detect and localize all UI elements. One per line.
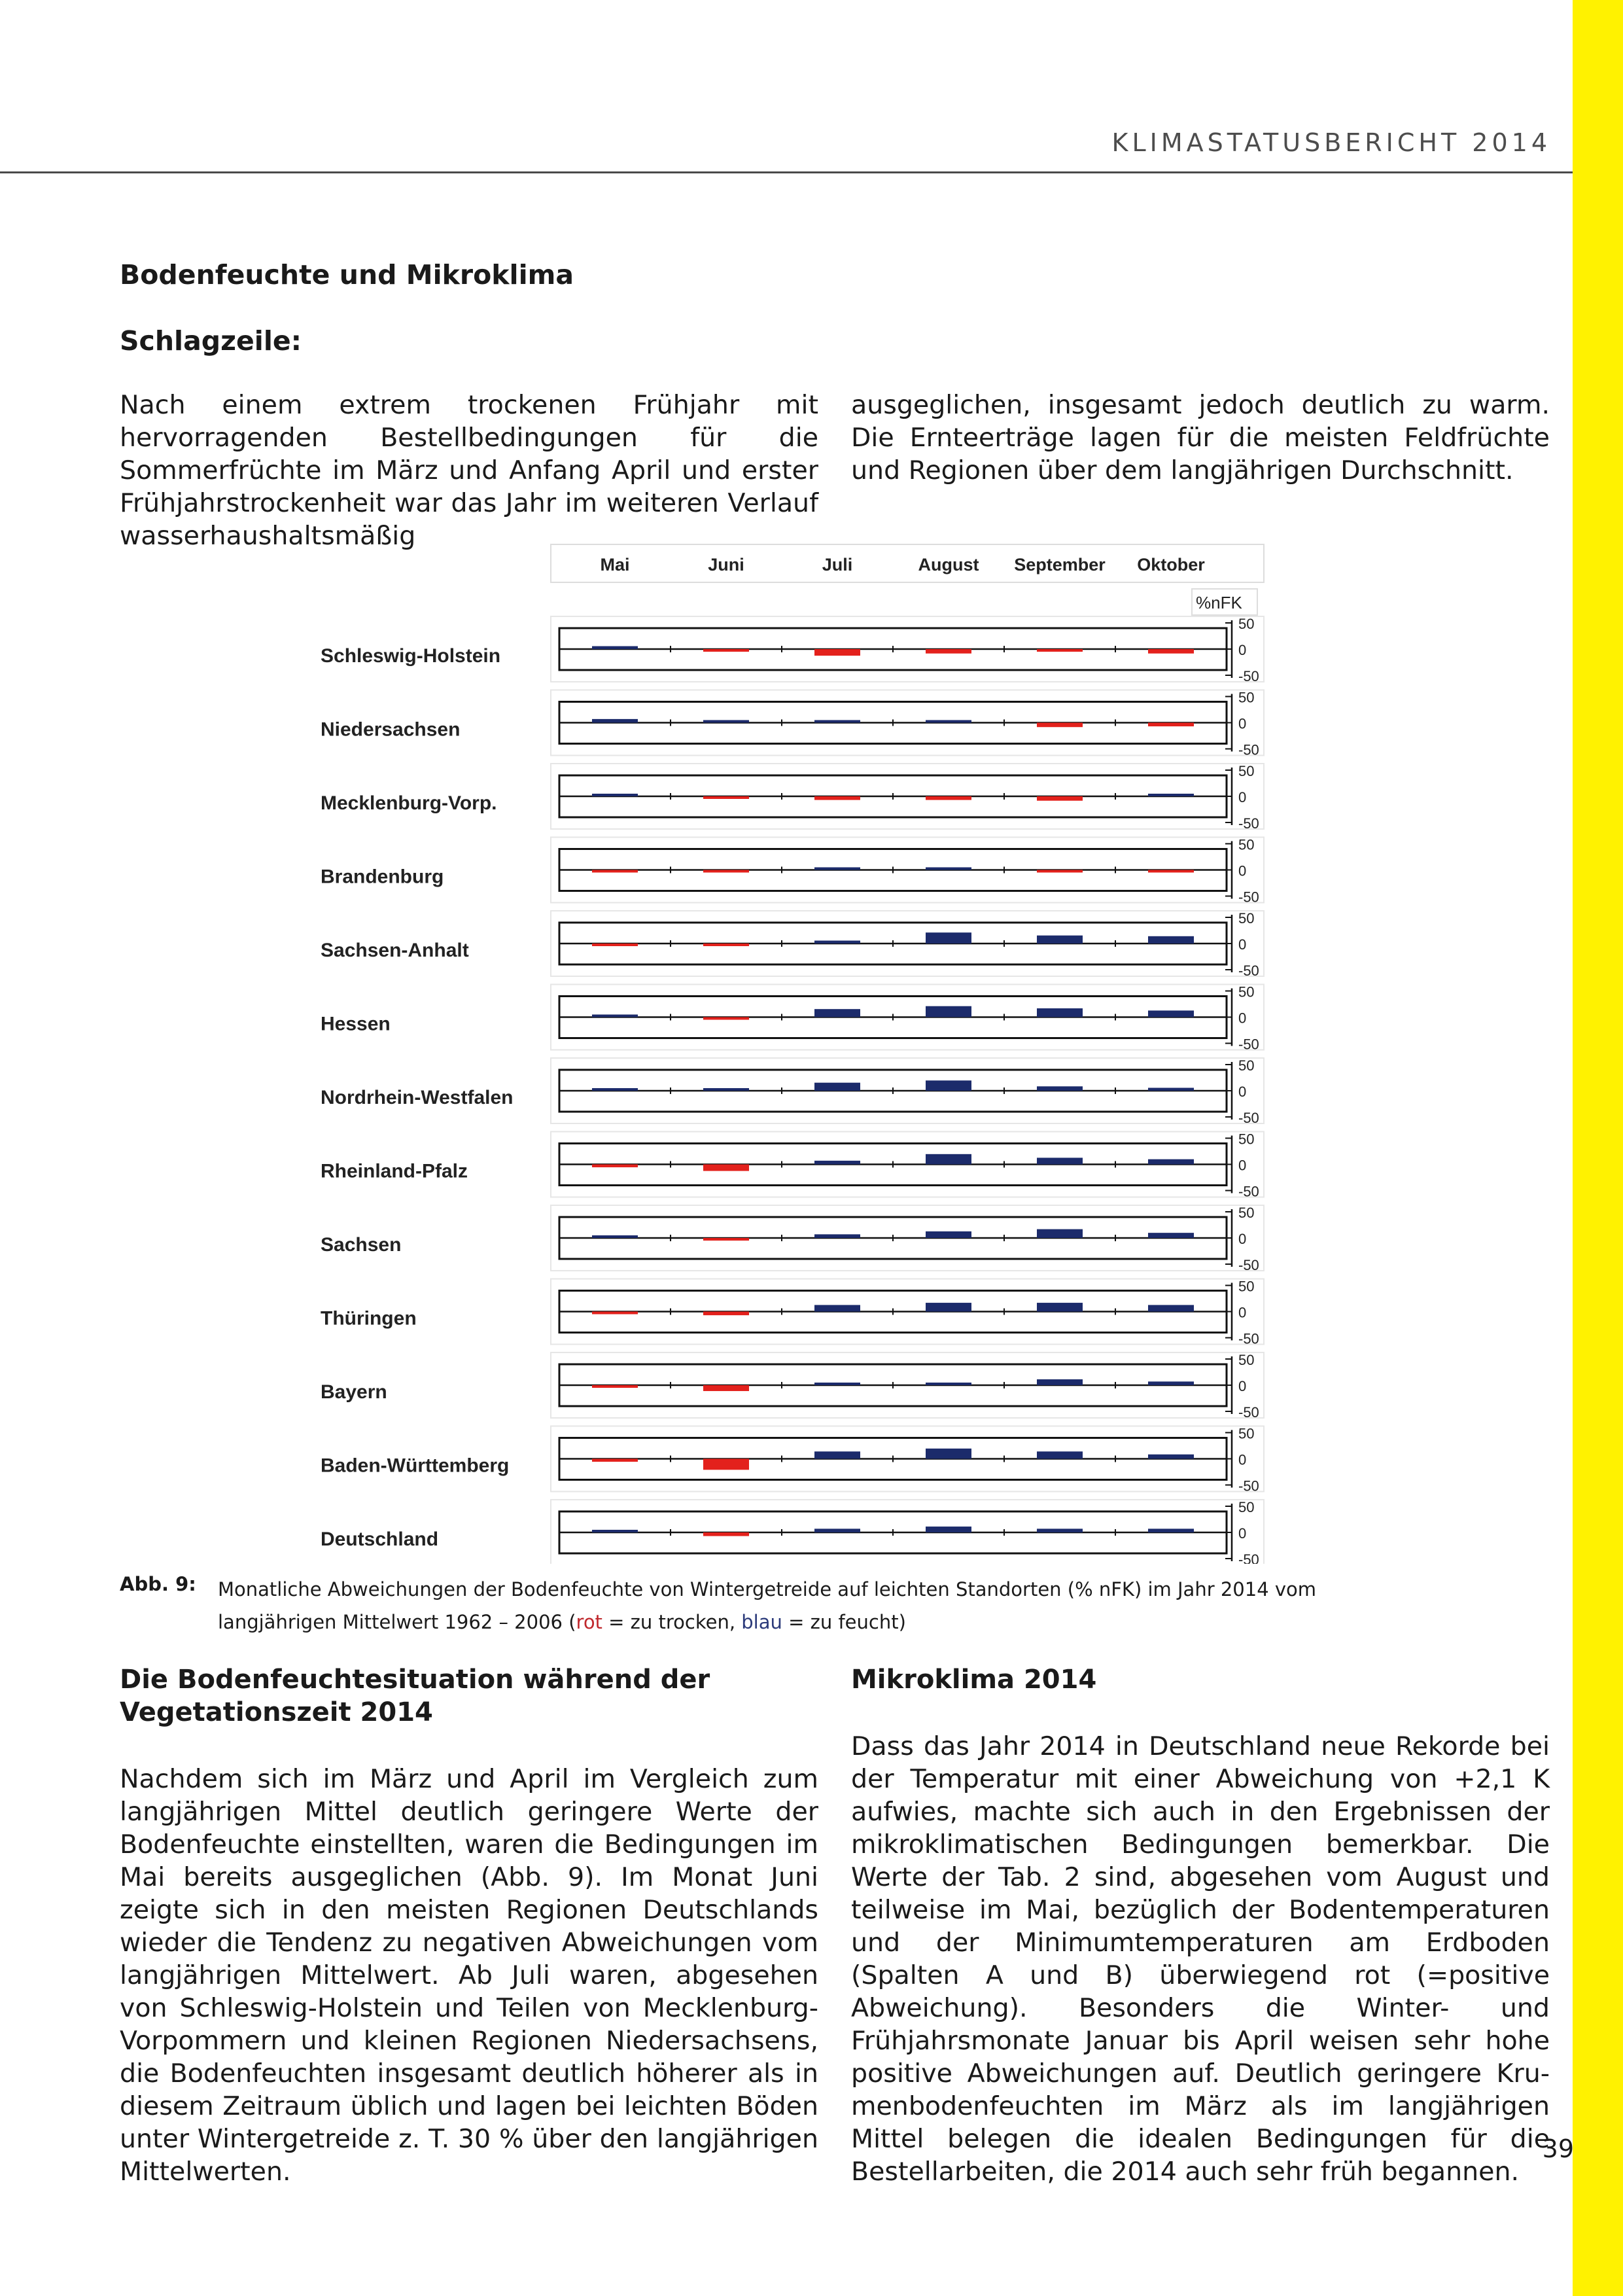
- bar: [926, 796, 971, 800]
- article-title: Bodenfeuchte und Mikroklima: [120, 259, 574, 291]
- section-title-microclimate: Mikroklima 2014: [851, 1665, 1097, 1695]
- month-label: Juni: [708, 555, 744, 574]
- y-tick-label: -50: [1238, 1404, 1259, 1421]
- y-tick-label: -50: [1238, 1036, 1259, 1053]
- bar: [926, 1303, 971, 1311]
- chart-row: [321, 690, 1264, 758]
- bar: [926, 932, 971, 944]
- caption-prefix: Monatliche Abweichungen der Bodenfeuchte von Wintergetreide auf leichten Standorten (% nFK) im Jahr 2014 vom langjährigen Mittelwert 1962 – 2006 (: [218, 1578, 1317, 1633]
- chart-row: [321, 984, 1264, 1053]
- bar: [926, 1527, 971, 1532]
- region-label: Nordrhein-Westfalen: [321, 1087, 514, 1108]
- y-tick-label: 0: [1238, 1451, 1247, 1468]
- bar: [1148, 794, 1194, 796]
- bar: [592, 1530, 638, 1532]
- y-tick-label: 0: [1238, 1304, 1247, 1321]
- region-label: Mecklenburg-Vorp.: [321, 792, 497, 814]
- chart-rows: [321, 616, 1264, 1564]
- bar: [1037, 1086, 1083, 1091]
- y-tick-label: -50: [1238, 1330, 1259, 1347]
- y-tick-label: -50: [1238, 1257, 1259, 1273]
- figure-caption: [218, 1573, 1395, 1638]
- bar: [814, 868, 860, 870]
- bar: [1037, 1303, 1083, 1311]
- y-tick-label: 0: [1238, 789, 1247, 805]
- bar: [1148, 1010, 1194, 1017]
- bar: [592, 1088, 638, 1091]
- bar: [1037, 649, 1083, 652]
- y-tick-label: -50: [1238, 741, 1259, 758]
- y-tick-label: 0: [1238, 1231, 1247, 1247]
- bar: [703, 1165, 749, 1171]
- bar: [926, 1383, 971, 1385]
- y-tick-label: 50: [1238, 983, 1255, 1000]
- bar: [592, 1312, 638, 1315]
- bar: [1148, 870, 1194, 873]
- unit-label: %nFK: [1196, 593, 1242, 612]
- figure-label: Abb. 9:: [120, 1573, 196, 1595]
- bar: [592, 870, 638, 873]
- bar: [592, 646, 638, 649]
- bar: [1148, 936, 1194, 944]
- chart-row: [321, 1057, 1264, 1126]
- y-tick-label: 0: [1238, 1010, 1247, 1027]
- section-title-soil-moisture: Die Bodenfeuchtesituation während der Vegetationszeit 2014: [120, 1665, 710, 1727]
- bar: [814, 720, 860, 723]
- y-tick-label: 50: [1238, 1425, 1255, 1442]
- bar: [1037, 1379, 1083, 1385]
- chart-row: [321, 910, 1264, 979]
- bar: [703, 1532, 749, 1536]
- bar: [1037, 1157, 1083, 1164]
- soil-moisture-chart: [307, 537, 1276, 1564]
- bar: [703, 944, 749, 946]
- region-label: Brandenburg: [321, 866, 444, 888]
- soil-moisture-body: Nachdem sich im März und April im Vergleich zum langjährigen Mittel deutlich geringere Werte der Bodenfeuchte einstellten, waren die Bedingungen im Mai bereits ausgeglichen (Abb. 9). Im Monat Juni zeigte sich in den meisten Regionen Deutschlands wieder die Tendenz zu negativen Abweichungen vom langjährigen Mittelwert. Ab Juli waren, abgesehen von Schleswig-Holstein und Teilen von Mecklenburg-Vorpommern und kleinen Regionen Niedersachsens, die Bodenfeuchten insgesamt deutlich höherer als in diesem Zeitraum üblich und lagen bei leichten Böden unter Wintergetreide z. T. 30 % über den langjährigen Mittelwerten.: [120, 1764, 818, 2187]
- bar: [814, 1383, 860, 1385]
- bar: [1037, 1451, 1083, 1458]
- bar: [926, 1231, 971, 1238]
- y-tick-label: 50: [1238, 1352, 1255, 1368]
- region-label: Niedersachsen: [321, 718, 461, 741]
- bar: [703, 1238, 749, 1241]
- bar: [1037, 723, 1083, 728]
- bar: [592, 1165, 638, 1167]
- month-label: September: [1014, 555, 1106, 574]
- bar: [814, 796, 860, 800]
- bar: [814, 1161, 860, 1165]
- bar: [1148, 1455, 1194, 1459]
- bar: [926, 868, 971, 870]
- lead-paragraph-right: ausgeglichen, insgesamt jedoch deutlich zu warm. Die Ernteerträge lagen für die meisten Feldfrüchte und Regionen über dem langjährigen Durchschnitt.: [851, 390, 1550, 486]
- bar: [1037, 796, 1083, 801]
- bar: [703, 1312, 749, 1316]
- region-label: Sachsen-Anhalt: [321, 940, 469, 961]
- y-tick-label: -50: [1238, 1477, 1259, 1494]
- y-tick-label: 50: [1238, 910, 1255, 927]
- caption-red-word: rot: [576, 1611, 602, 1633]
- month-label: Mai: [600, 555, 630, 574]
- chart-row: [321, 1499, 1264, 1564]
- y-tick-label: 50: [1238, 689, 1255, 706]
- bar: [1148, 1088, 1194, 1091]
- y-tick-label: 50: [1238, 1499, 1255, 1515]
- bar: [1148, 649, 1194, 654]
- bar: [703, 796, 749, 799]
- y-tick-label: 50: [1238, 616, 1255, 632]
- bar: [814, 649, 860, 656]
- y-tick-label: -50: [1238, 889, 1259, 906]
- y-tick-label: -50: [1238, 963, 1259, 979]
- bar: [703, 870, 749, 873]
- bar: [926, 1080, 971, 1091]
- bar: [1148, 1528, 1194, 1532]
- y-tick-label: 0: [1238, 715, 1247, 732]
- chart-row: [321, 763, 1264, 832]
- bar: [703, 649, 749, 652]
- y-tick-label: 0: [1238, 1084, 1247, 1100]
- bar: [926, 649, 971, 654]
- chart-row: [321, 1426, 1264, 1494]
- yellow-edge-bar: [1573, 0, 1623, 2296]
- bar: [926, 1006, 971, 1017]
- y-tick-label: -50: [1238, 815, 1259, 832]
- chart-row: [321, 1279, 1264, 1347]
- bar: [1037, 1528, 1083, 1532]
- chart-row: [321, 616, 1264, 684]
- page-number: 39: [1542, 2134, 1574, 2163]
- chart-row: [321, 1205, 1264, 1273]
- bar: [1037, 1008, 1083, 1017]
- caption-suffix: = zu feucht): [782, 1611, 906, 1633]
- bar: [592, 1385, 638, 1388]
- bar: [814, 1305, 860, 1311]
- region-label: Bayern: [321, 1381, 387, 1403]
- bar: [814, 941, 860, 944]
- region-label: Thüringen: [321, 1307, 417, 1330]
- y-tick-label: 0: [1238, 862, 1247, 879]
- y-tick-label: 50: [1238, 1057, 1255, 1074]
- y-tick-label: 50: [1238, 836, 1255, 853]
- bar: [1148, 1305, 1194, 1311]
- bar: [814, 1234, 860, 1238]
- lead-paragraph-left: Nach einem extrem trockenen Frühjahr mit hervorragenden Bestellbedingungen für die Sommerfrüchte im März und Anfang April und erster Frühjahrstrockenheit war das Jahr im weiteren Verlauf wasserhaushaltsmäßig: [120, 390, 818, 551]
- bar: [926, 1154, 971, 1165]
- caption-mid: = zu trocken,: [602, 1611, 742, 1633]
- y-tick-label: 0: [1238, 642, 1247, 658]
- y-tick-label: 0: [1238, 936, 1247, 953]
- y-tick-label: -50: [1238, 1110, 1259, 1126]
- bar: [592, 1459, 638, 1462]
- bar: [814, 1451, 860, 1458]
- caption-blue-word: blau: [741, 1611, 782, 1633]
- y-tick-label: -50: [1238, 668, 1259, 684]
- y-tick-label: -50: [1238, 1183, 1259, 1200]
- bar: [703, 1459, 749, 1470]
- month-label: Oktober: [1137, 555, 1205, 574]
- bar: [592, 794, 638, 796]
- microclimate-body: Dass das Jahr 2014 in Deutschland neue Rekorde bei der Temperatur mit einer Abweichung von +2,1 K aufwies, machte sich auch in den Ergebnissen der mikroklimatischen Bedingungen bemerkbar. Die Werte der Tab. 2 sind, abgesehen vom August und teilweise im Mai, bezüglich der Bodentemperaturen und der Minimumtemperaturen am Erdboden (Spalten A und B) überwiegend rot (=positive Abweichung). Besonders die Winter- und Frühjahrsmonate Januar bis April weisen sehr hohe positive Abweichungen auf. Deutlich geringere Krumenbodenfeuchten im März als im langjährigen Mittel belegen die idealen Bedingungen für die Bestellarbeiten, die 2014 auch sehr früh begannen.: [851, 1731, 1550, 2187]
- y-tick-label: 0: [1238, 1378, 1247, 1394]
- article-subtitle: Schlagzeile:: [120, 325, 302, 357]
- region-label: Rheinland-Pfalz: [321, 1160, 468, 1182]
- bar: [703, 1088, 749, 1091]
- y-tick-label: 50: [1238, 1131, 1255, 1148]
- chart-row: [321, 837, 1264, 906]
- bar: [703, 1017, 749, 1020]
- month-label: August: [918, 555, 979, 574]
- bar: [1148, 1159, 1194, 1165]
- bar: [926, 720, 971, 723]
- bar: [1148, 723, 1194, 727]
- chart-row: [321, 1131, 1264, 1200]
- y-tick-label: 50: [1238, 763, 1255, 779]
- y-tick-label: 0: [1238, 1525, 1247, 1542]
- region-label: Sachsen: [321, 1234, 402, 1256]
- bar: [814, 1528, 860, 1532]
- bar: [926, 1449, 971, 1459]
- region-label: Deutschland: [321, 1528, 439, 1550]
- region-label: Schleswig-Holstein: [321, 645, 501, 667]
- y-tick-label: 50: [1238, 1278, 1255, 1295]
- header-rule: [0, 171, 1573, 173]
- bar: [592, 719, 638, 723]
- y-tick-label: -50: [1238, 1551, 1259, 1564]
- bar: [814, 1083, 860, 1091]
- bar: [592, 944, 638, 946]
- month-label: Juli: [822, 555, 853, 574]
- bar: [1037, 870, 1083, 873]
- bar: [592, 1235, 638, 1238]
- running-header: KLIMASTATUSBERICHT 2014: [1111, 128, 1551, 157]
- region-label: Hessen: [321, 1013, 391, 1035]
- bar: [1037, 936, 1083, 944]
- chart-row: [321, 1352, 1264, 1421]
- bar: [703, 720, 749, 723]
- bar: [814, 1009, 860, 1017]
- y-tick-label: 0: [1238, 1157, 1247, 1174]
- bar: [1148, 1381, 1194, 1385]
- region-label: Baden-Württemberg: [321, 1455, 510, 1477]
- chart-month-header: [551, 544, 1264, 615]
- bar: [1037, 1229, 1083, 1238]
- y-tick-label: 50: [1238, 1205, 1255, 1221]
- bar: [1148, 1233, 1194, 1238]
- bar: [703, 1385, 749, 1391]
- bar: [592, 1015, 638, 1017]
